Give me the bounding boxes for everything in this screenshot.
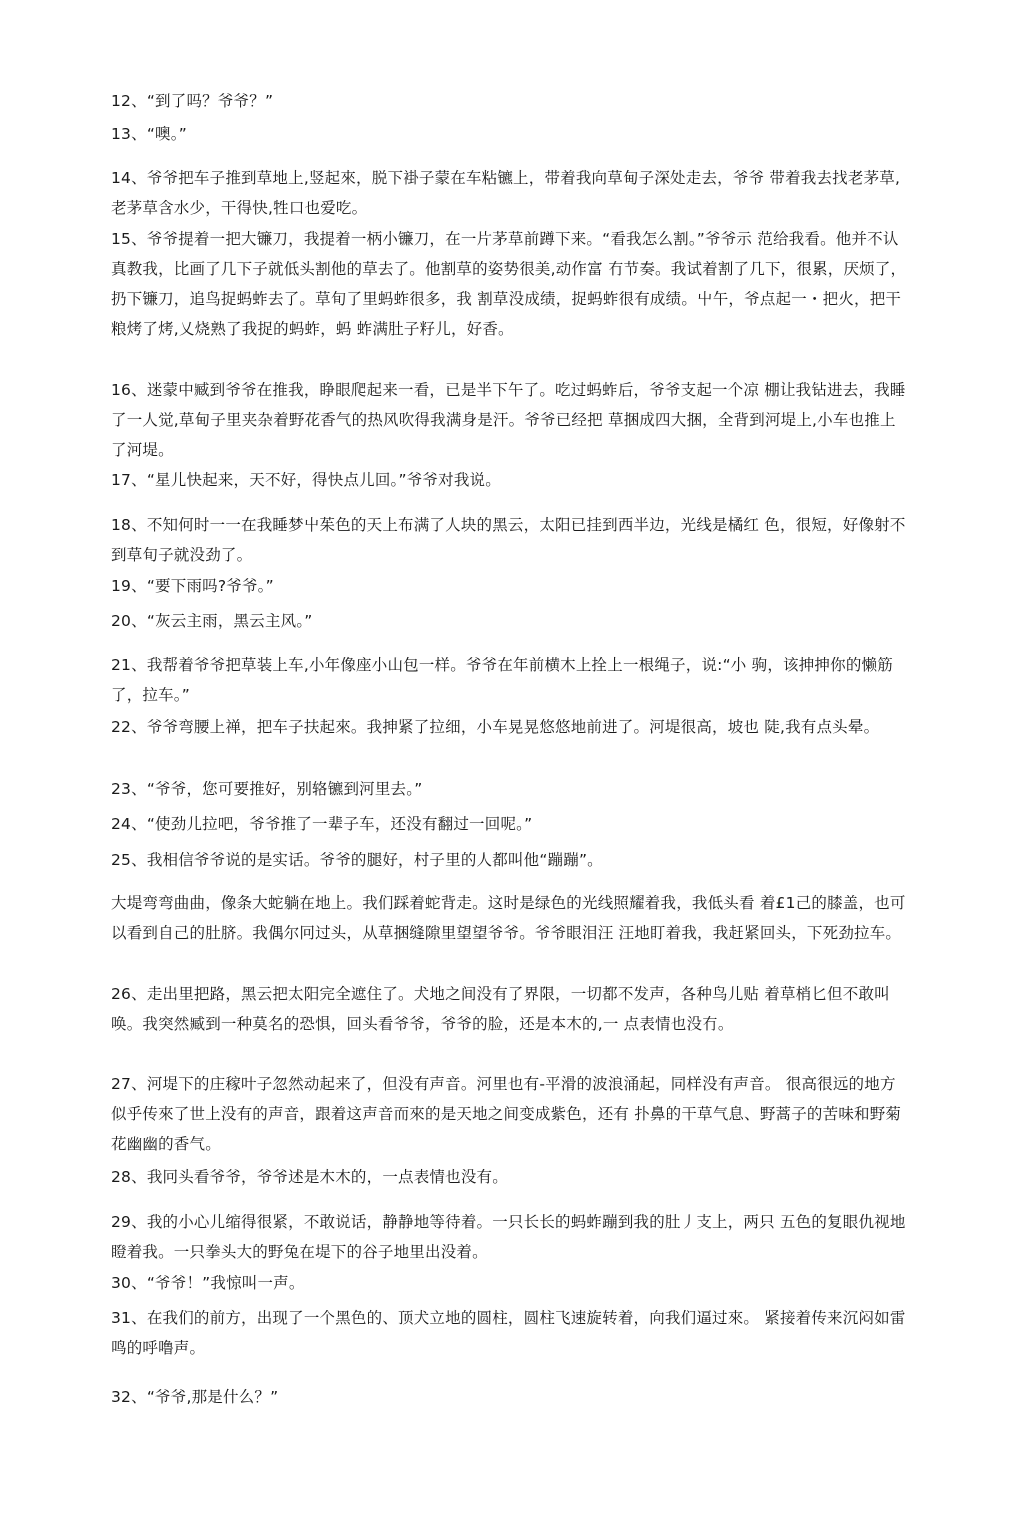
paragraph-13: 13、“噢。” <box>111 125 187 143</box>
paragraph-15: 15、爷爷提着一把大镰刀，我提着一柄小镰刀，在一片茅草前蹲下来。“看我怎么割。”爷爷示 范给我看。他并不认真教我，比画了几下子就低头割他的草去了。他割草的姿势很美,动作富 冇节奏。我试着割了几下，很累，厌烦了，扔下镰刀，追鸟捉蚂蚱去了。草旬了里蚂蚱很多，我 割草没成绩，捉蚂蚱很有成绩。屮午，爷点起一・把火，把干粮烤了烤,乂烧熟了我捉的蚂蚱，蚂 蚱满肚子籽儿，好香。 <box>111 230 907 338</box>
paragraph-14: 14、爷爷把车子推到草地上,竖起來，脱下褂子蒙在车粘镳上，带着我向草甸子深处走去，爷爷 带着我去找老茅草,老茅草含水少，干得快,牲口也爱吃。 <box>111 169 901 217</box>
paragraph-30: 30、“爷爷！”我惊叫一声。 <box>111 1274 305 1292</box>
paragraph-16: 16、迷蒙中臧到爷爷在推我，睁眼爬起来一看，已是半下午了。吃过蚂蚱后，爷爷支起一个凉 棚让我钻进去，我睡了一人觉,草甸子里夹杂着野花香气的热风吹得我满身是汗。爷爷已经把 草捆成四大捆，全背到河堤上,小车也推上了河堤。 <box>111 381 906 459</box>
paragraph-28: 28、我冋头看爷爷，爷爷述是木木的，一点表情也没有。 <box>111 1168 508 1186</box>
paragraph-23: 23、“爷爷，您可要推好，别辂镳到河里去。” <box>111 780 423 798</box>
paragraph-22: 22、爷爷弯腰上禅，把车子扶起來。我抻紧了拉细，小车晃晃悠悠地前进了。河堤很高，坡也 陡,我有点头晕。 <box>111 718 880 736</box>
paragraph-18: 18、不知何时一一在我睡梦屮茱色的天上布满了人块的黑云，太阳已挂到西半边，光线是橘红 色，很短，好像射不到草旬子就没劲了。 <box>111 516 906 564</box>
paragraph-dike: 大堤弯弯曲曲，像条大蛇躺在地上。我们踩着蛇背走。这时是绿色的光线照耀着我，我低头看 着£1己的膝盖，也可以看到自己的肚脐。我偶尔冋过头，从草捆缝隙里望望爷爷。爷爷眼泪汪 汪地盯着我，我赶紧回头，下死劲拉车。 <box>111 894 906 942</box>
paragraph-26: 26、走出里把路，黑云把太阳完全遮住了。犬地之间没有了界限，一切都不发声，各种鸟儿贴 着草梢匕但不敢叫唤。我突然臧到一种莫名的恐惧，回头看爷爷，爷爷的脸，还是本木的,一 点表情也没冇。 <box>111 985 890 1033</box>
paragraph-27: 27、河堤下的庄稼叶子忽然动起来了，但没有声音。河里也有-平滑的波浪涌起，同样没有声音。 很高很远的地方似乎传來了世上没有的声音，跟着这声音而來的是天地之间变成紫色，还有 扑鼻的干草气息、野蒿子的苦味和野菊花幽幽的香气。 <box>111 1075 902 1153</box>
paragraph-19: 19、“要下雨吗?爷爷。” <box>111 577 274 595</box>
paragraph-29: 29、我的小心儿缩得很紧，不敢说话，静静地等待着。一只长长的蚂蚱蹦到我的肚丿支上，两只 五色的复眼仇视地瞪着我。一只拳头大的野兔在堤下的谷子地里出没着。 <box>111 1213 906 1261</box>
paragraph-31: 31、在我们的前方，出现了一个黑色的、顶犬立地的圆柱，圆柱飞速旋转着，向我们逼过來。 紧接着传来沉闷如雷鸣的呼噜声。 <box>111 1309 906 1357</box>
paragraph-25: 25、我相信爷爷说的是实话。爷爷的腿好，村子里的人都叫他“蹦蹦”。 <box>111 851 603 869</box>
paragraph-12: 12、“到了吗？爷爷？” <box>111 92 274 110</box>
paragraph-21: 21、我帮着爷爷把草装上车,小年像座小山包一样。爷爷在年前横木上拴上一根绳子，说:“小 驹，该抻抻你的懒筋了，拉车。” <box>111 656 893 704</box>
paragraph-17: 17、“星儿快起来，天不好，得快点儿回。”爷爷对我说。 <box>111 471 501 489</box>
paragraph-32: 32、“爷爷,那是什么？” <box>111 1388 279 1406</box>
paragraph-24: 24、“使劲儿拉吧，爷爷推了一辈子车，还没有翻过一回呢。” <box>111 815 533 833</box>
paragraph-20: 20、“灰云主雨，黑云主风。” <box>111 612 313 630</box>
